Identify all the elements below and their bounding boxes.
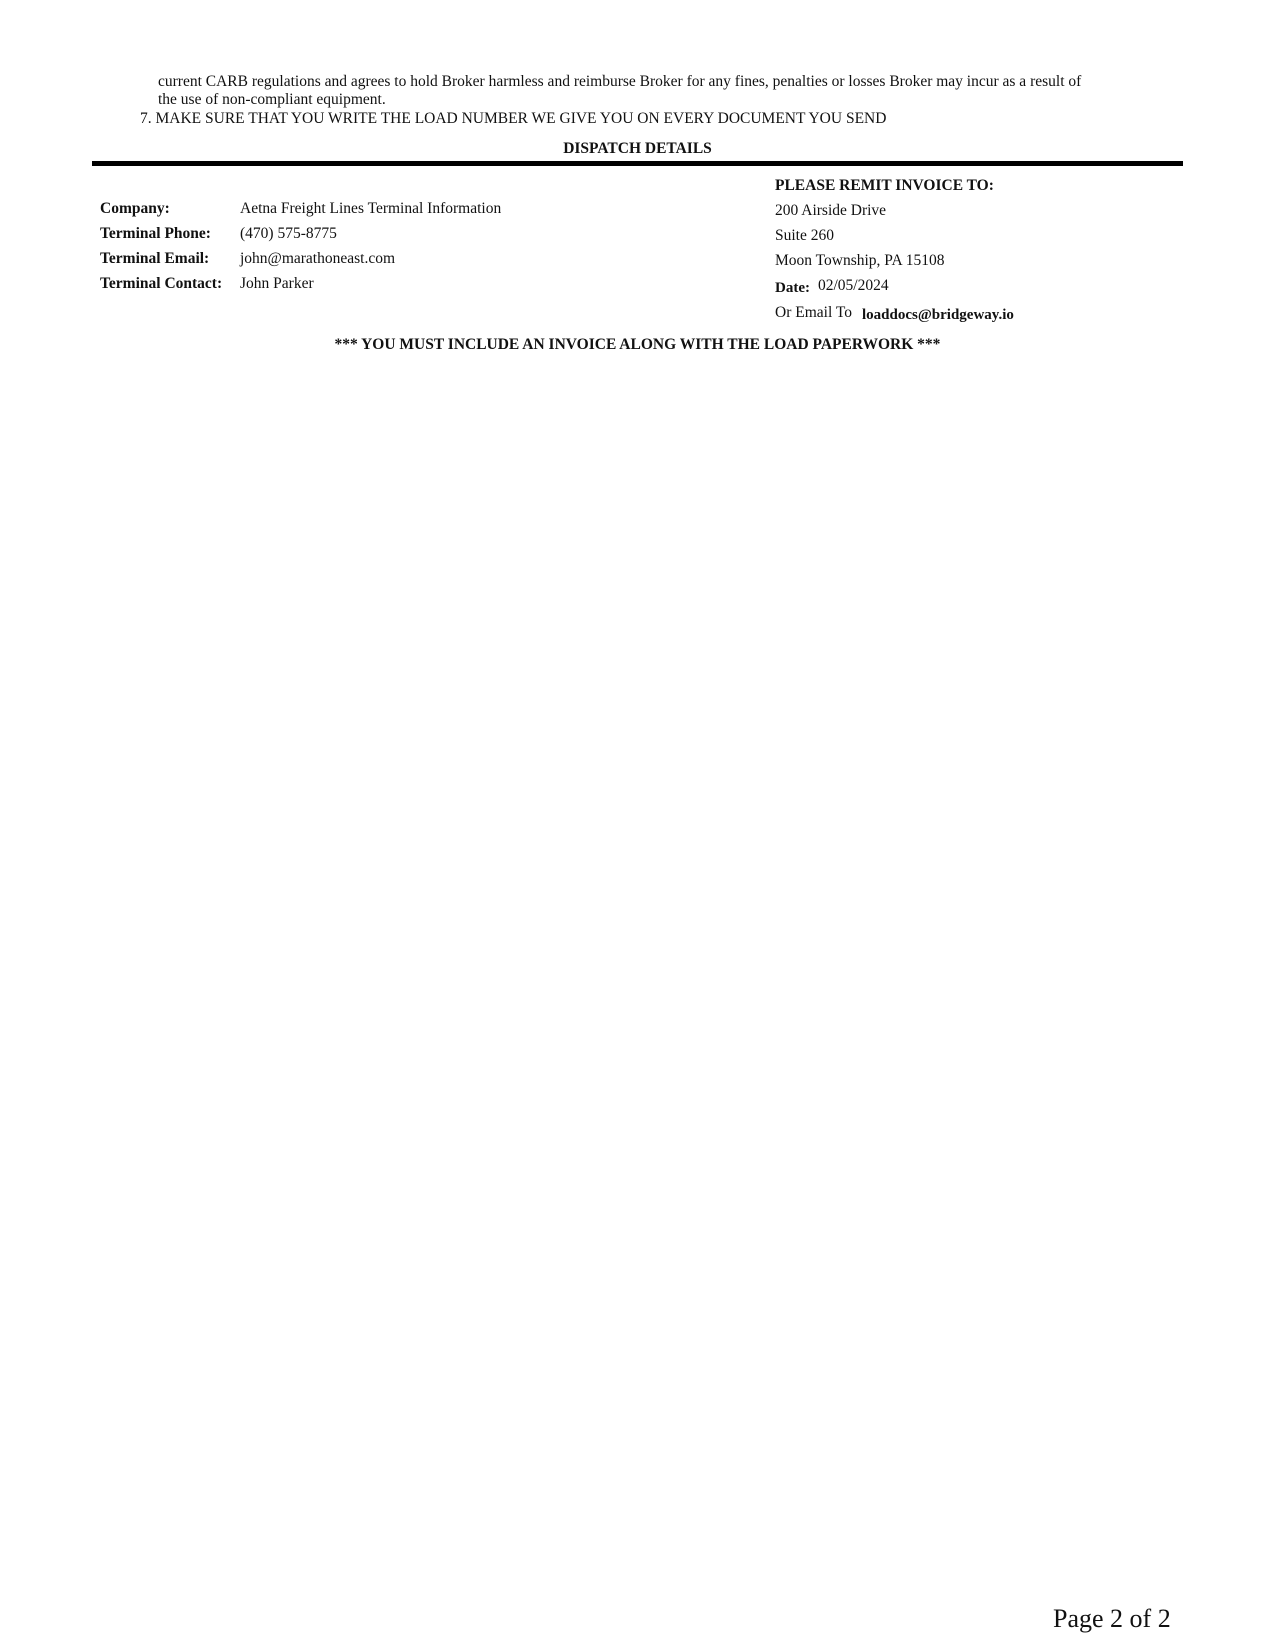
- remit-invoice-heading: PLEASE REMIT INVOICE TO:: [775, 177, 994, 194]
- invoice-notice: *** YOU MUST INCLUDE AN INVOICE ALONG WITH THE LOAD PAPERWORK ***: [334, 336, 941, 353]
- date-label: Date:: [775, 280, 810, 296]
- date-value: 02/05/2024: [818, 277, 889, 294]
- terminal-email-label: Terminal Email:: [100, 250, 210, 267]
- terminal-contact-label: Terminal Contact:: [100, 275, 223, 292]
- remit-address-line-1: 200 Airside Drive: [775, 202, 887, 219]
- terminal-phone-value: (470) 575-8775: [240, 225, 337, 242]
- terminal-email-value: john@marathoneast.com: [240, 250, 396, 267]
- remit-email-address: loaddocs@bridgeway.io: [862, 307, 1014, 323]
- company-value: Aetna Freight Lines Terminal Information: [240, 200, 502, 217]
- dispatch-divider: [92, 161, 1183, 166]
- terms-item-7: 7. MAKE SURE THAT YOU WRITE THE LOAD NUMBER WE GIVE YOU ON EVERY DOCUMENT YOU SEND: [140, 110, 887, 127]
- terms-continuation-line-1: current CARB regulations and agrees to hold Broker harmless and reimburse Broker for any fines, penalties or losses Broker may incur as a result of: [158, 73, 1082, 90]
- terminal-phone-label: Terminal Phone:: [100, 225, 211, 242]
- email-prefix: Or Email To: [775, 304, 852, 321]
- dispatch-details-title: DISPATCH DETAILS: [563, 140, 712, 157]
- remit-address-line-3: Moon Township, PA 15108: [775, 252, 945, 269]
- company-label: Company:: [100, 200, 170, 217]
- terminal-contact-value: John Parker: [240, 275, 314, 292]
- terms-continuation-line-2: the use of non-compliant equipment.: [158, 91, 386, 108]
- remit-address-line-2: Suite 260: [775, 227, 834, 244]
- page-number: Page 2 of 2: [1053, 1604, 1171, 1633]
